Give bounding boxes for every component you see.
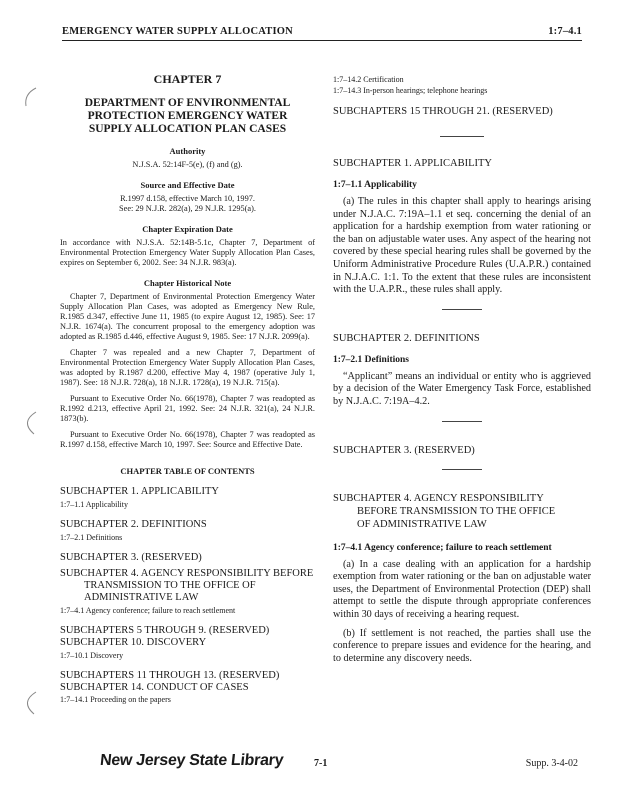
page-number: 7-1	[314, 758, 328, 769]
section-2-1-text: “Applicant” means an individual or entity who is aggrieved by a decision of the Water Emergency Task Force, established by N.J.A.C. 7:19A–4.2.	[333, 370, 591, 407]
toc-subchapter: SUBCHAPTER 1. APPLICABILITY	[60, 486, 219, 497]
expiration-heading: Chapter Expiration Date	[142, 224, 233, 234]
expiration-text: In accordance with N.J.S.A. 52:14B-5.1c, Chapter 7, Department of Environmental Protection Emergency Water Supply Allocation Plan Cases, expires on September 6, 2002. See: 34 N.J.R. 983(a).	[60, 238, 315, 267]
running-header	[62, 26, 582, 41]
toc-subchapter-continued: ADMINISTRATIVE LAW	[84, 592, 199, 603]
historical-paragraph: Pursuant to Executive Order No. 66(1978), Chapter 7 was readopted as R.1992 d.213, effective April 21, 1992. See: 24 N.J.R. 321(a), 24 N.J.R. 1873(b).	[60, 394, 315, 423]
punch-hole-mark	[18, 690, 38, 716]
section-4-1-paragraph-b: (b) If settlement is not reached, the parties shall use the conference to prepare issues and evidence for the hearing, and to determine any discovery needs.	[333, 627, 591, 664]
section-1-1-heading: 1:7–1.1 Applicability	[333, 180, 417, 190]
historical-paragraph: Chapter 7, Department of Environmental Protection Emergency Water Supply Allocation Plan Cases, was adopted as Emergency New Rule, R.1985 d.347, effective June 11, 1985 (to expire August 12, 1985). See: 17 N.J.R. 1674(a). The concurrent proposal to the emergency adoption was adopted as R.1985 d.446, effective August 9, 1985. See: 17 N.J.R. 2099(a).	[60, 292, 315, 341]
toc-subchapter: SUBCHAPTER 3. (RESERVED)	[60, 552, 202, 563]
toc-subchapter: SUBCHAPTERS 5 THROUGH 9. (RESERVED)	[60, 625, 270, 636]
section-4-1-heading: 1:7–4.1 Agency conference; failure to reach settlement	[333, 542, 552, 553]
subchapter-4-heading: SUBCHAPTER 4. AGENCY RESPONSIBILITY	[333, 492, 544, 504]
header-title: EMERGENCY WATER SUPPLY ALLOCATION	[62, 26, 293, 37]
historical-paragraph: Chapter 7 was repealed and a new Chapter 7, Department of Environmental Protection Emergency Water Supply Allocation Plan Cases, was adopted by R.1987 d.200, effective May 4, 1987 (operative July 1, 1987). See: 18 N.J.R. 728(a), 18 N.J.R. 1728(a), 19 N.J.R. 715(a).	[60, 348, 315, 387]
toc-subchapter: SUBCHAPTER 10. DISCOVERY	[60, 637, 207, 648]
punch-hole-mark	[18, 84, 38, 110]
toc-subchapter: SUBCHAPTERS 15 THROUGH 21. (RESERVED)	[333, 106, 553, 117]
toc-subchapter: SUBCHAPTERS 11 THROUGH 13. (RESERVED)	[60, 670, 280, 681]
historical-paragraph: Pursuant to Executive Order No. 66(1978), Chapter 7 was readopted as R.1997 d.158, effective March 10, 1997. See: Source and Effective Date.	[60, 430, 315, 449]
historical-note-heading: Chapter Historical Note	[143, 278, 232, 288]
toc-item: 1:7–14.1 Proceeding on the papers	[60, 695, 171, 704]
section-4-1-paragraph-a: (a) In a case dealing with an application for a hardship exemption from water rationing or the ban on adjustable water uses, the Department of Environmental Protection (DEP) shall attempt to settle the dispute through appropriate conferences within 30 days of receiving a hearing request.	[333, 558, 591, 620]
right-column	[333, 74, 591, 671]
toc-subchapter: SUBCHAPTER 2. DEFINITIONS	[60, 519, 207, 530]
section-divider	[442, 469, 482, 470]
authority-text: N.J.S.A. 52:14F-5(e), (f) and (g).	[132, 160, 243, 169]
toc-subchapter: SUBCHAPTER 14. CONDUCT OF CASES	[60, 682, 249, 693]
section-divider	[442, 309, 482, 310]
subchapter-4-heading-continued: OF ADMINISTRATIVE LAW	[357, 518, 487, 530]
section-2-1-heading: 1:7–2.1 Definitions	[333, 354, 409, 365]
section-divider	[440, 136, 484, 137]
toc-item: 1:7–14.3 In-person hearings; telephone hearings	[333, 86, 488, 95]
supplement-date: Supp. 3-4-02	[525, 758, 578, 769]
source-text	[60, 194, 315, 214]
section-1-1-text: (a) The rules in this chapter shall apply to hearings arising under N.J.A.C. 7:19A–1.1 et seq. concerning the denial of an application for a hardship exemption from water rationing or the ban on adjustable water uses. Any aspect of the hearing not covered by these special hearing rules shall be governed by the Uniform Administrative Procedure Rules (U.A.P.R.) contained in N.J.A.C. 1:1. To the extent that these rules are inconsistent with the U.A.P.R., these rules shall apply.	[333, 196, 591, 296]
chapter-title	[60, 97, 315, 136]
source-line: See: 29 N.J.R. 282(a), 29 N.J.R. 1295(a).	[119, 204, 256, 213]
subchapter-4-heading-continued: BEFORE TRANSMISSION TO THE OFFICE	[357, 505, 556, 517]
toc-item: 1:7–2.1 Definitions	[60, 533, 123, 542]
toc-item: 1:7–14.2 Certification	[333, 75, 404, 84]
subchapter-1-heading: SUBCHAPTER 1. APPLICABILITY	[333, 158, 492, 169]
toc-subchapter-continued: TRANSMISSION TO THE OFFICE OF	[84, 580, 256, 591]
subchapter-2-heading: SUBCHAPTER 2. DEFINITIONS	[333, 332, 480, 344]
source-line: R.1997 d.158, effective March 10, 1997.	[120, 194, 255, 203]
toc-item: 1:7–10.1 Discovery	[60, 651, 124, 660]
section-divider	[442, 421, 482, 422]
toc-item: 1:7–1.1 Applicability	[60, 500, 128, 509]
authority-heading: Authority	[169, 146, 206, 156]
toc-item: 1:7–4.1 Agency conference; failure to reach settlement	[60, 606, 236, 615]
chapter-title-line: SUPPLY ALLOCATION PLAN CASES	[88, 123, 287, 135]
library-stamp: New Jersey State Library	[99, 752, 285, 769]
toc-subchapter: SUBCHAPTER 4. AGENCY RESPONSIBILITY BEFORE	[60, 568, 314, 579]
toc-heading: CHAPTER TABLE OF CONTENTS	[120, 466, 255, 476]
chapter-title-line: DEPARTMENT OF ENVIRONMENTAL	[84, 97, 291, 109]
source-heading: Source and Effective Date	[140, 180, 235, 190]
chapter-number: CHAPTER 7	[153, 72, 222, 86]
punch-hole-mark	[18, 410, 38, 436]
chapter-title-line: PROTECTION EMERGENCY WATER	[87, 110, 288, 122]
left-column	[60, 72, 315, 705]
subchapter-3-heading: SUBCHAPTER 3. (RESERVED)	[333, 444, 475, 456]
header-section-number: 1:7–4.1	[548, 26, 582, 37]
